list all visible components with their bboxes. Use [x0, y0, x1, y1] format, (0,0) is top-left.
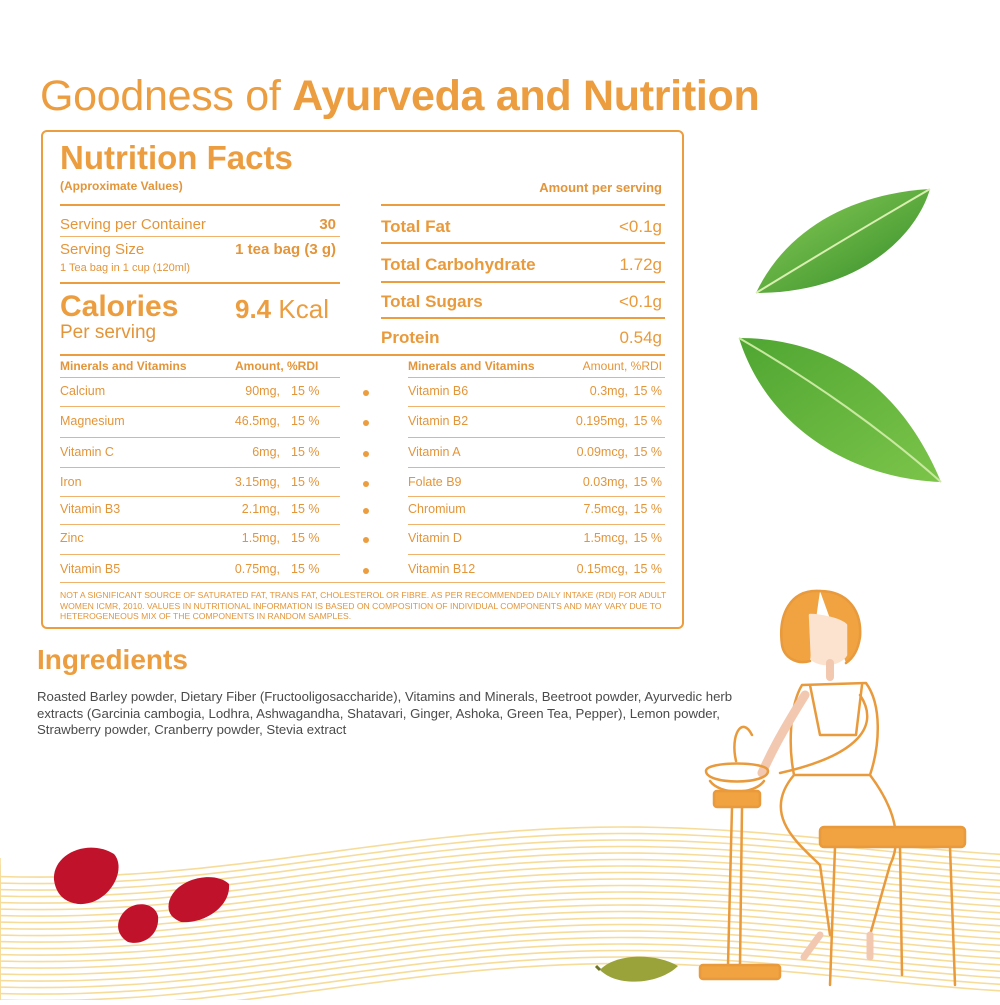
mineral-rdi: 15 %	[291, 475, 320, 489]
macro-label: Total Sugars	[381, 292, 483, 311]
divider	[60, 354, 665, 356]
mineral-rdi: 15 %	[291, 502, 320, 516]
ingredients-title: Ingredients	[37, 644, 188, 675]
calories-value	[235, 294, 329, 325]
macro-label: Total Fat	[381, 217, 451, 236]
mineral-rdi: 15 %	[633, 445, 662, 459]
tea-leaf-icon	[748, 185, 948, 305]
divider	[60, 282, 340, 284]
calories-subtitle: Per serving	[60, 322, 157, 343]
amount-per-serving-label: Amount per serving	[539, 180, 662, 195]
mineral-rdi: 15 %	[291, 562, 320, 576]
macro-label: Total Carbohydrate	[381, 255, 536, 274]
serving-per-container-label: Serving per Container	[60, 216, 206, 233]
macro-value: <0.1g	[618, 217, 662, 236]
divider	[60, 467, 340, 468]
divider	[381, 242, 665, 244]
mineral-amount: 46.5mg,	[234, 414, 280, 428]
mineral-amount: 0.75mg,	[234, 562, 280, 576]
mineral-name: Chromium	[408, 502, 466, 516]
divider	[408, 524, 665, 525]
minerals-header-right: Minerals and Vitamins	[408, 359, 535, 373]
mineral-name: Zinc	[60, 531, 84, 545]
mineral-name: Vitamin B3	[60, 502, 121, 516]
mineral-name: Vitamin D	[408, 531, 462, 545]
mineral-name: Vitamin B6	[408, 384, 469, 398]
tea-leaf-icon	[735, 332, 955, 492]
mineral-rdi: 15 %	[291, 414, 320, 428]
rose-petal-icon	[114, 898, 164, 948]
divider	[381, 204, 665, 206]
mineral-rdi: 15 %	[633, 475, 662, 489]
serving-size-value: 1 tea bag (3 g)	[235, 241, 336, 258]
divider	[408, 377, 665, 378]
mineral-name: Calcium	[60, 384, 106, 398]
serving-size-label: Serving Size	[60, 241, 145, 258]
mineral-name: Vitamin B2	[408, 414, 469, 428]
mineral-name: Vitamin B12	[408, 562, 476, 576]
macro-value: <0.1g	[618, 292, 662, 311]
row-bullet-icon	[363, 508, 369, 514]
mineral-amount: 7.5mcg,	[583, 502, 628, 516]
row-bullet-icon	[363, 451, 369, 457]
mineral-rdi: 15 %	[633, 414, 662, 428]
row-bullet-icon	[363, 568, 369, 574]
calories-number: 9.4	[235, 294, 272, 324]
mineral-name: Folate B9	[408, 475, 462, 489]
divider	[60, 437, 340, 438]
mineral-rdi: 15 %	[291, 445, 320, 459]
mineral-amount: 6mg,	[252, 445, 280, 459]
row-bullet-icon	[363, 420, 369, 426]
mineral-amount: 0.09mcg,	[576, 445, 628, 459]
divider	[381, 317, 665, 319]
nutrition-facts-panel	[41, 130, 684, 629]
divider	[408, 467, 665, 468]
mineral-amount: 0.15mcg,	[576, 562, 628, 576]
nutrition-subtitle: (Approximate Values)	[60, 179, 183, 193]
mineral-name: Iron	[60, 475, 82, 489]
mineral-amount: 3.15mg,	[234, 475, 280, 489]
divider	[408, 554, 665, 555]
rose-petal-icon	[165, 872, 235, 927]
divider	[408, 496, 665, 497]
divider	[60, 554, 340, 555]
row-bullet-icon	[363, 537, 369, 543]
mineral-name: Vitamin C	[60, 445, 114, 459]
divider	[60, 582, 665, 583]
ingredients-text: Roasted Barley powder, Dietary Fiber (Fructooligosaccharide), Vitamins and Minerals, Beetroot powder, Ayurvedic herb extracts (Garcinia cambogia, Lodhra, Ashwagandha, Shatavari, Ginger, Ashoka, Green Tea, Pepper), Lemon powder, Strawberry powder, Cranberry powder, Stevia extract	[37, 689, 733, 737]
mineral-rdi: 15 %	[633, 384, 662, 398]
mineral-name: Magnesium	[60, 414, 125, 428]
mineral-rdi: 15 %	[291, 531, 320, 545]
serving-per-container-value: 30	[319, 216, 336, 233]
nutrition-title: Nutrition Facts	[60, 139, 293, 176]
mineral-rdi: 15 %	[633, 502, 662, 516]
mineral-amount: 1.5mcg,	[583, 531, 628, 545]
heading-prefix: Goodness of	[40, 72, 293, 120]
page-heading	[40, 72, 759, 121]
heading-emphasis: Ayurveda and Nutrition	[292, 72, 760, 120]
calories-unit: Kcal	[278, 294, 329, 324]
cardamom-pod-icon	[594, 950, 684, 990]
divider	[60, 524, 340, 525]
mineral-amount: 0.3mg,	[589, 384, 628, 398]
divider	[381, 281, 665, 283]
mineral-rdi: 15 %	[291, 384, 320, 398]
amount-header-right: Amount, %RDI	[582, 359, 662, 373]
divider	[60, 236, 340, 237]
footnote: NOT A SIGNIFICANT SOURCE OF SATURATED FAT, TRANS FAT, CHOLESTEROL OR FIBRE. AS PER RECOMMENDED DAILY INTAKE (RDI) FOR ADULT WOMEN ICMR, 2010. VALUES IN NUTRITIONAL INFORMATION IS BASED ON COMPOSITION OF INDIVIDUAL COMPONENTS AND MAY VARY DUE TO HETEROGENEOUS MIX OF THE COMPONENTS IN RANDOM SAMPLES.	[60, 590, 667, 621]
mineral-amount: 90mg,	[245, 384, 280, 398]
serving-note: 1 Tea bag in 1 cup (120ml)	[60, 262, 191, 274]
divider	[60, 406, 340, 407]
mineral-amount: 0.03mg,	[582, 475, 628, 489]
divider	[408, 437, 665, 438]
mineral-name: Vitamin B5	[60, 562, 121, 576]
macro-value: 1.72g	[619, 255, 662, 274]
calories-label: Calories	[60, 290, 179, 323]
divider	[408, 406, 665, 407]
macro-label: Protein	[381, 328, 440, 347]
mineral-amount: 2.1mg,	[241, 502, 280, 516]
amount-header-left: Amount, %RDI	[235, 359, 319, 373]
row-bullet-icon	[363, 390, 369, 396]
row-bullet-icon	[363, 481, 369, 487]
mineral-amount: 0.195mg,	[575, 414, 628, 428]
divider	[60, 204, 340, 206]
mineral-rdi: 15 %	[633, 531, 662, 545]
mineral-name: Vitamin A	[408, 445, 461, 459]
mineral-amount: 1.5mg,	[241, 531, 280, 545]
divider	[60, 377, 340, 378]
woman-at-pottery-wheel-illustration	[670, 585, 970, 1005]
divider	[60, 496, 340, 497]
minerals-header-left: Minerals and Vitamins	[60, 359, 187, 373]
macro-value: 0.54g	[619, 328, 662, 347]
mineral-rdi: 15 %	[633, 562, 662, 576]
